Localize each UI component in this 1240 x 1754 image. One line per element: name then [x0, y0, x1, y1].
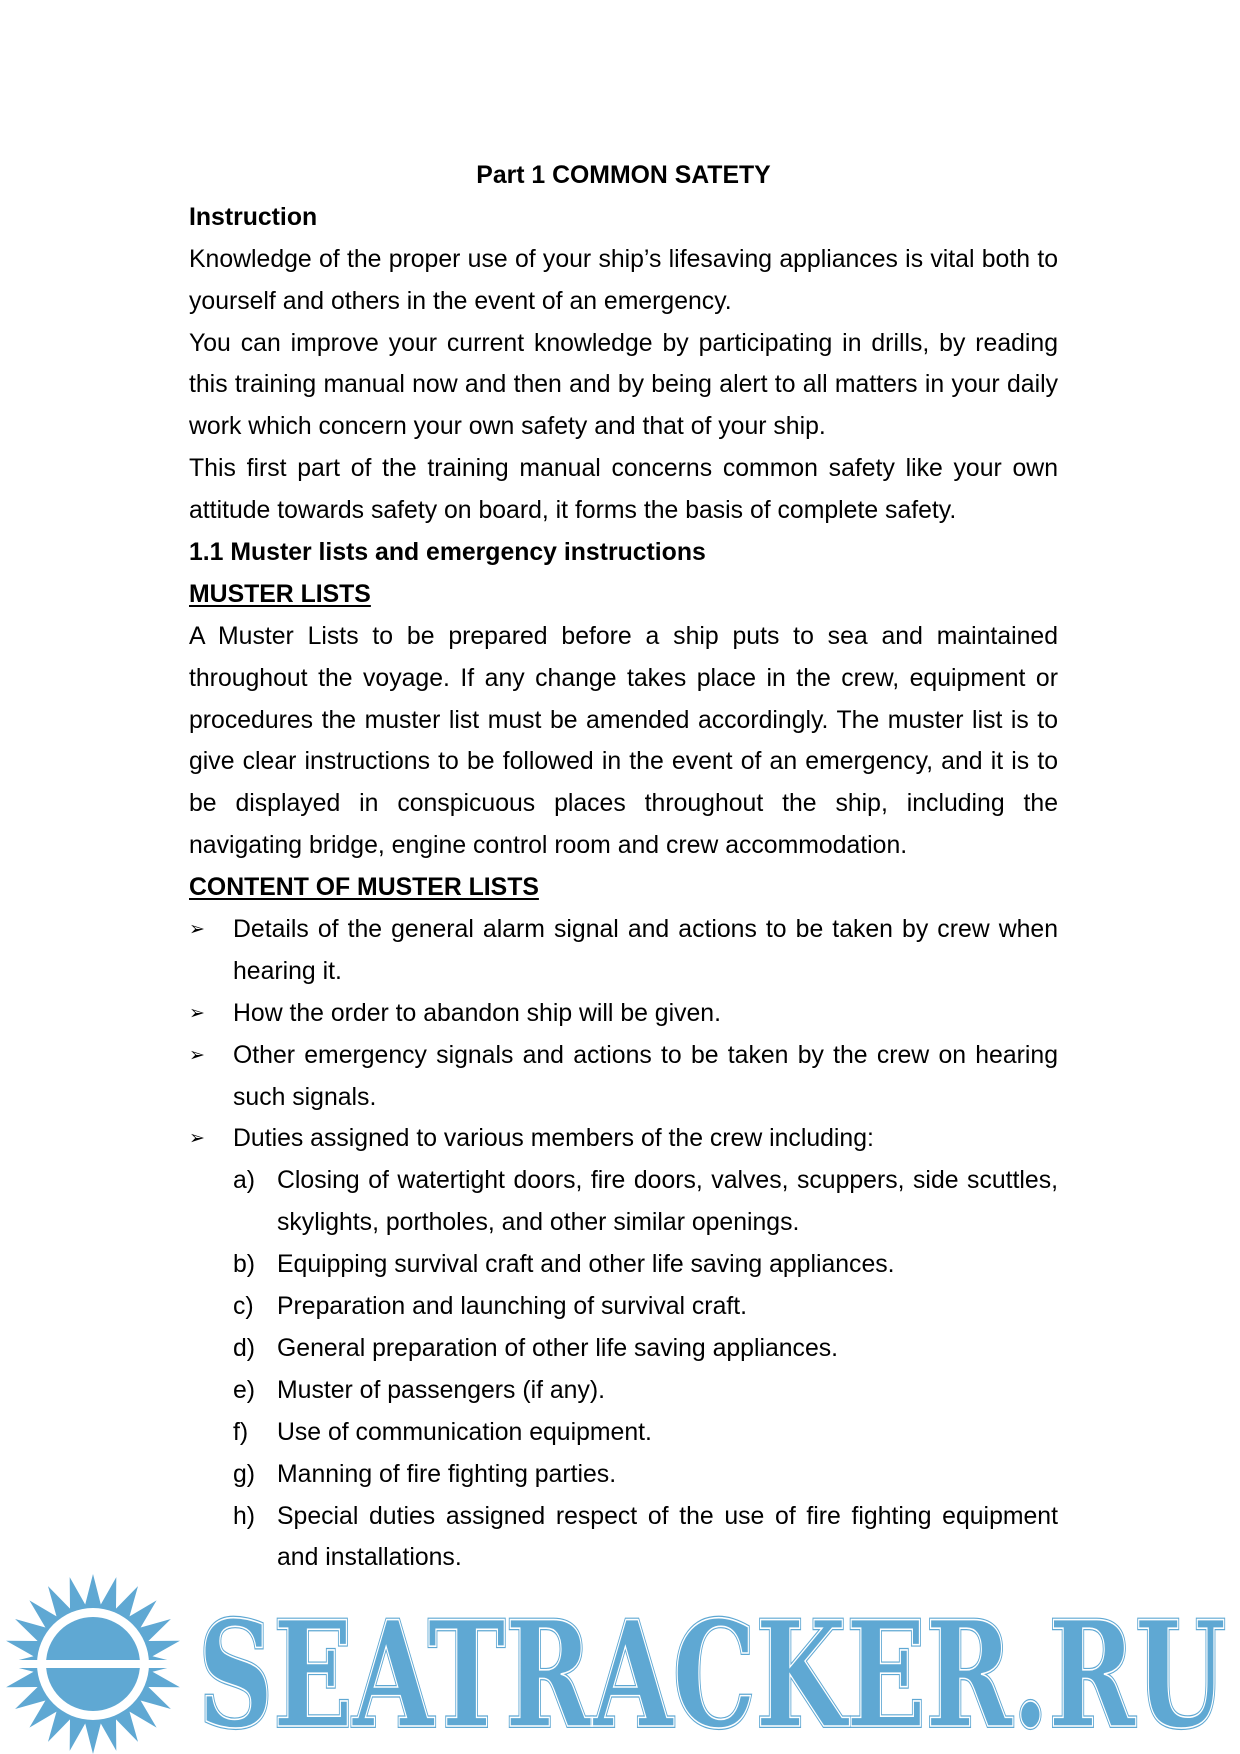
list-item	[189, 909, 1058, 993]
text-line: and installations.	[277, 1544, 462, 1572]
sub-list-item	[233, 1454, 1058, 1496]
sub-item-label: h)	[233, 1502, 256, 1530]
sub-item-label: c)	[233, 1293, 254, 1321]
instruction-paragraph	[189, 323, 1058, 449]
arrow-bullet-icon	[189, 909, 233, 951]
sub-list-item	[233, 1328, 1058, 1370]
sun-horizon-band	[0, 1660, 186, 1668]
document-body	[189, 155, 1058, 1579]
text-line: Duties assigned to various members of the crew including:	[233, 1125, 874, 1153]
text-line: Closing of watertight doors, fire doors, valves, scuppers, side scuttles,	[277, 1167, 1058, 1195]
arrow-bullet-icon	[189, 1035, 233, 1077]
text-line: this training manual now and then and by being alert to all matters in your daily	[189, 371, 1058, 399]
sub-item-label: f)	[233, 1418, 249, 1446]
text-line: work which concern your own safety and that of your ship.	[189, 413, 826, 441]
muster-lists-heading: MUSTER LISTS	[189, 580, 371, 608]
section-heading: 1.1 Muster lists and emergency instructions	[189, 539, 706, 567]
text-line: Special duties assigned respect of the use of fire fighting equipment	[277, 1502, 1058, 1530]
text-line: yourself and others in the event of an emergency.	[189, 287, 732, 315]
arrow-bullet-icon	[189, 993, 233, 1035]
sub-item-label: d)	[233, 1334, 256, 1362]
watermark-text: SEATRACKER.RU	[198, 1590, 1226, 1754]
instruction-heading: Instruction	[189, 203, 318, 231]
sub-item-label: a)	[233, 1167, 256, 1195]
sub-list-item	[233, 1496, 1058, 1580]
sub-item-label: e)	[233, 1376, 256, 1404]
text-line: procedures the muster list must be amended accordingly. The muster list is to	[189, 706, 1058, 734]
text-line: You can improve your current knowledge by participating in drills, by reading	[189, 329, 1058, 357]
list-item	[189, 1035, 1058, 1119]
text-line: Equipping survival craft and other life saving appliances.	[277, 1251, 895, 1279]
sub-list-item	[233, 1286, 1058, 1328]
watermark-text-inline: SEATRACKER.RU	[198, 1590, 1226, 1754]
text-line: General preparation of other life saving appliances.	[277, 1334, 839, 1362]
watermark-logo	[0, 1570, 1240, 1754]
text-line: hearing it.	[233, 957, 342, 985]
text-line: Preparation and launching of survival craft.	[277, 1293, 748, 1321]
text-line: Other emergency signals and actions to be taken by the crew on hearing	[233, 1041, 1058, 1069]
instruction-paragraph	[189, 239, 1058, 323]
text-line: give clear instructions to be followed in the event of an emergency, and it is to	[189, 748, 1058, 776]
text-line: Knowledge of the proper use of your ship’s lifesaving appliances is vital both to	[189, 245, 1058, 273]
text-line: skylights, portholes, and other similar openings.	[277, 1209, 800, 1237]
text-line: How the order to abandon ship will be given.	[233, 999, 721, 1027]
sub-list-item	[233, 1412, 1058, 1454]
content-heading: CONTENT OF MUSTER LISTS	[189, 874, 539, 902]
instruction-paragraph	[189, 448, 1058, 532]
text-line: A Muster Lists to be prepared before a ship puts to sea and maintained	[189, 622, 1058, 650]
text-line: attitude towards safety on board, it forms the basis of complete safety.	[189, 497, 957, 525]
sub-item-label: b)	[233, 1251, 256, 1279]
sub-list-item	[233, 1160, 1058, 1244]
list-item	[189, 993, 1058, 1035]
list-item	[189, 1118, 1058, 1579]
text-line: Use of communication equipment.	[277, 1418, 652, 1446]
sun-logo-icon	[0, 1574, 186, 1754]
text-line: Muster of passengers (if any).	[277, 1376, 606, 1404]
text-line: Details of the general alarm signal and actions to be taken by crew when	[233, 916, 1058, 944]
text-line: This first part of the training manual concerns common safety like your own	[189, 455, 1058, 483]
arrow-bullet-icon	[189, 1118, 233, 1160]
text-line: Manning of fire fighting parties.	[277, 1460, 617, 1488]
text-line: throughout the voyage. If any change takes place in the crew, equipment or	[189, 664, 1058, 692]
page-title: Part 1 COMMON SATETY	[476, 162, 771, 189]
sub-list-item	[233, 1370, 1058, 1412]
sub-item-label: g)	[233, 1460, 256, 1488]
text-line: navigating bridge, engine control room and crew accommodation.	[189, 832, 908, 860]
muster-lists-paragraph	[189, 616, 1058, 867]
sub-list-item	[233, 1244, 1058, 1286]
text-line: be displayed in conspicuous places throughout the ship, including the	[189, 790, 1058, 818]
text-line: such signals.	[233, 1083, 377, 1111]
